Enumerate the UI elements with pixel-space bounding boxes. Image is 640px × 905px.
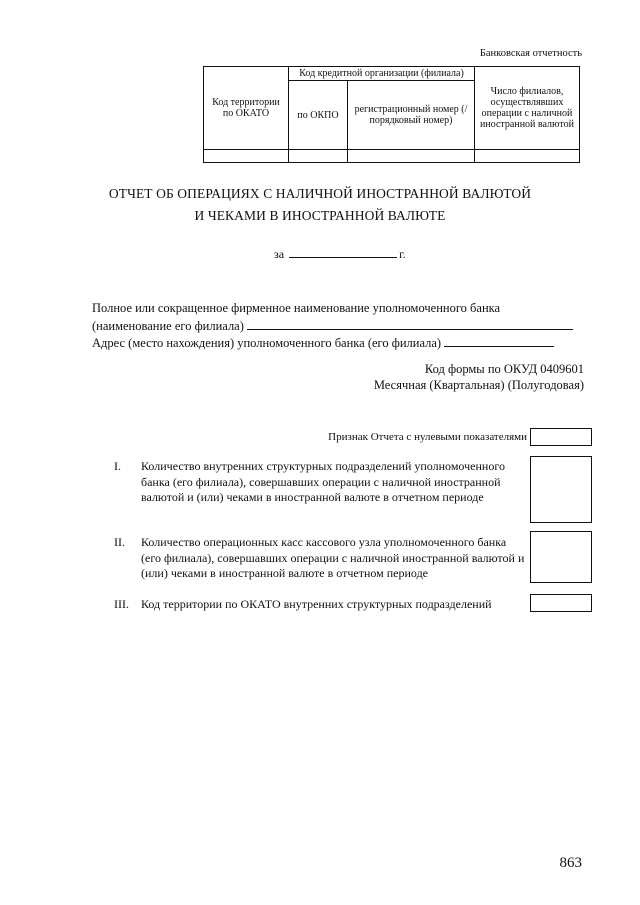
branches-count-header: Число филиалов, осуществлявших операции с наличной иностранной валютой (475, 67, 580, 150)
okpo-value-cell[interactable] (289, 150, 348, 163)
regnum-value-cell[interactable] (348, 150, 475, 163)
section-1-number: I. (114, 459, 121, 473)
report-period (274, 246, 406, 262)
okato-value-cell[interactable] (204, 150, 289, 163)
bank-name-row (92, 318, 573, 334)
section-3-number: III. (114, 597, 129, 611)
period-suffix: г. (399, 247, 406, 261)
bank-name-blank-field[interactable] (247, 318, 573, 330)
section-1-text: Количество внутренних структурных подразделений уполномоченного банка (его филиала), совершавших операции с наличной иностранной валютой и (или) чеками в иностранной валюте в отчетном периоде (141, 459, 505, 504)
page-number: 863 (559, 855, 582, 871)
reporting-category-label: Банковская отчетность (479, 48, 582, 59)
period-prefix: за (274, 247, 285, 261)
section-2-value-box[interactable] (530, 531, 592, 583)
section-3-value-box[interactable] (530, 594, 592, 612)
okpo-header: по ОКПО (289, 81, 348, 150)
regnum-header: регистрационный номер (/порядковый номер) (348, 81, 475, 150)
bank-address-row (92, 335, 554, 351)
report-title-line-2: И ЧЕКАМИ В ИНОСТРАННОЙ ВАЛЮТЕ (194, 208, 446, 223)
zero-indicator-box[interactable] (530, 428, 592, 446)
okato-header: Код территории по ОКАТО (204, 67, 289, 150)
section-1-value-box[interactable] (530, 456, 592, 523)
section-3-text: Код территории по ОКАТО внутренних структурных подразделений (141, 597, 492, 611)
zero-indicator-label: Признак Отчета с нулевыми показателями (328, 431, 527, 443)
branches-count-value-cell[interactable] (475, 150, 580, 163)
okud-form-code: Код формы по ОКУД 0409601 (424, 362, 584, 376)
section-2-text: Количество операционных касс кассового узла уполномоченного банка (его филиала), совершавших операции с наличной иностранной валютой и (или) чеками в иностранной валюте в отчетном периоде (141, 535, 525, 580)
report-title-line-1: ОТЧЕТ ОБ ОПЕРАЦИЯХ С НАЛИЧНОЙ ИНОСТРАННОЙ ВАЛЮТОЙ (108, 186, 532, 201)
period-blank-field[interactable] (289, 246, 397, 258)
report-periodicity: Месячная (Квартальная) (Полугодовая) (373, 378, 584, 392)
section-2-number: II. (114, 535, 125, 549)
bank-address-label: Адрес (место нахождения) уполномоченного банка (его филиала) (92, 336, 442, 350)
credit-org-header: Код кредитной организации (филиала) (289, 67, 475, 81)
codes-table (203, 66, 580, 163)
bank-name-label-line-2: (наименование его филиала) (92, 319, 244, 333)
bank-address-blank-field[interactable] (444, 335, 554, 347)
bank-name-label-line-1: Полное или сокращенное фирменное наименование уполномоченного банка (92, 301, 501, 315)
